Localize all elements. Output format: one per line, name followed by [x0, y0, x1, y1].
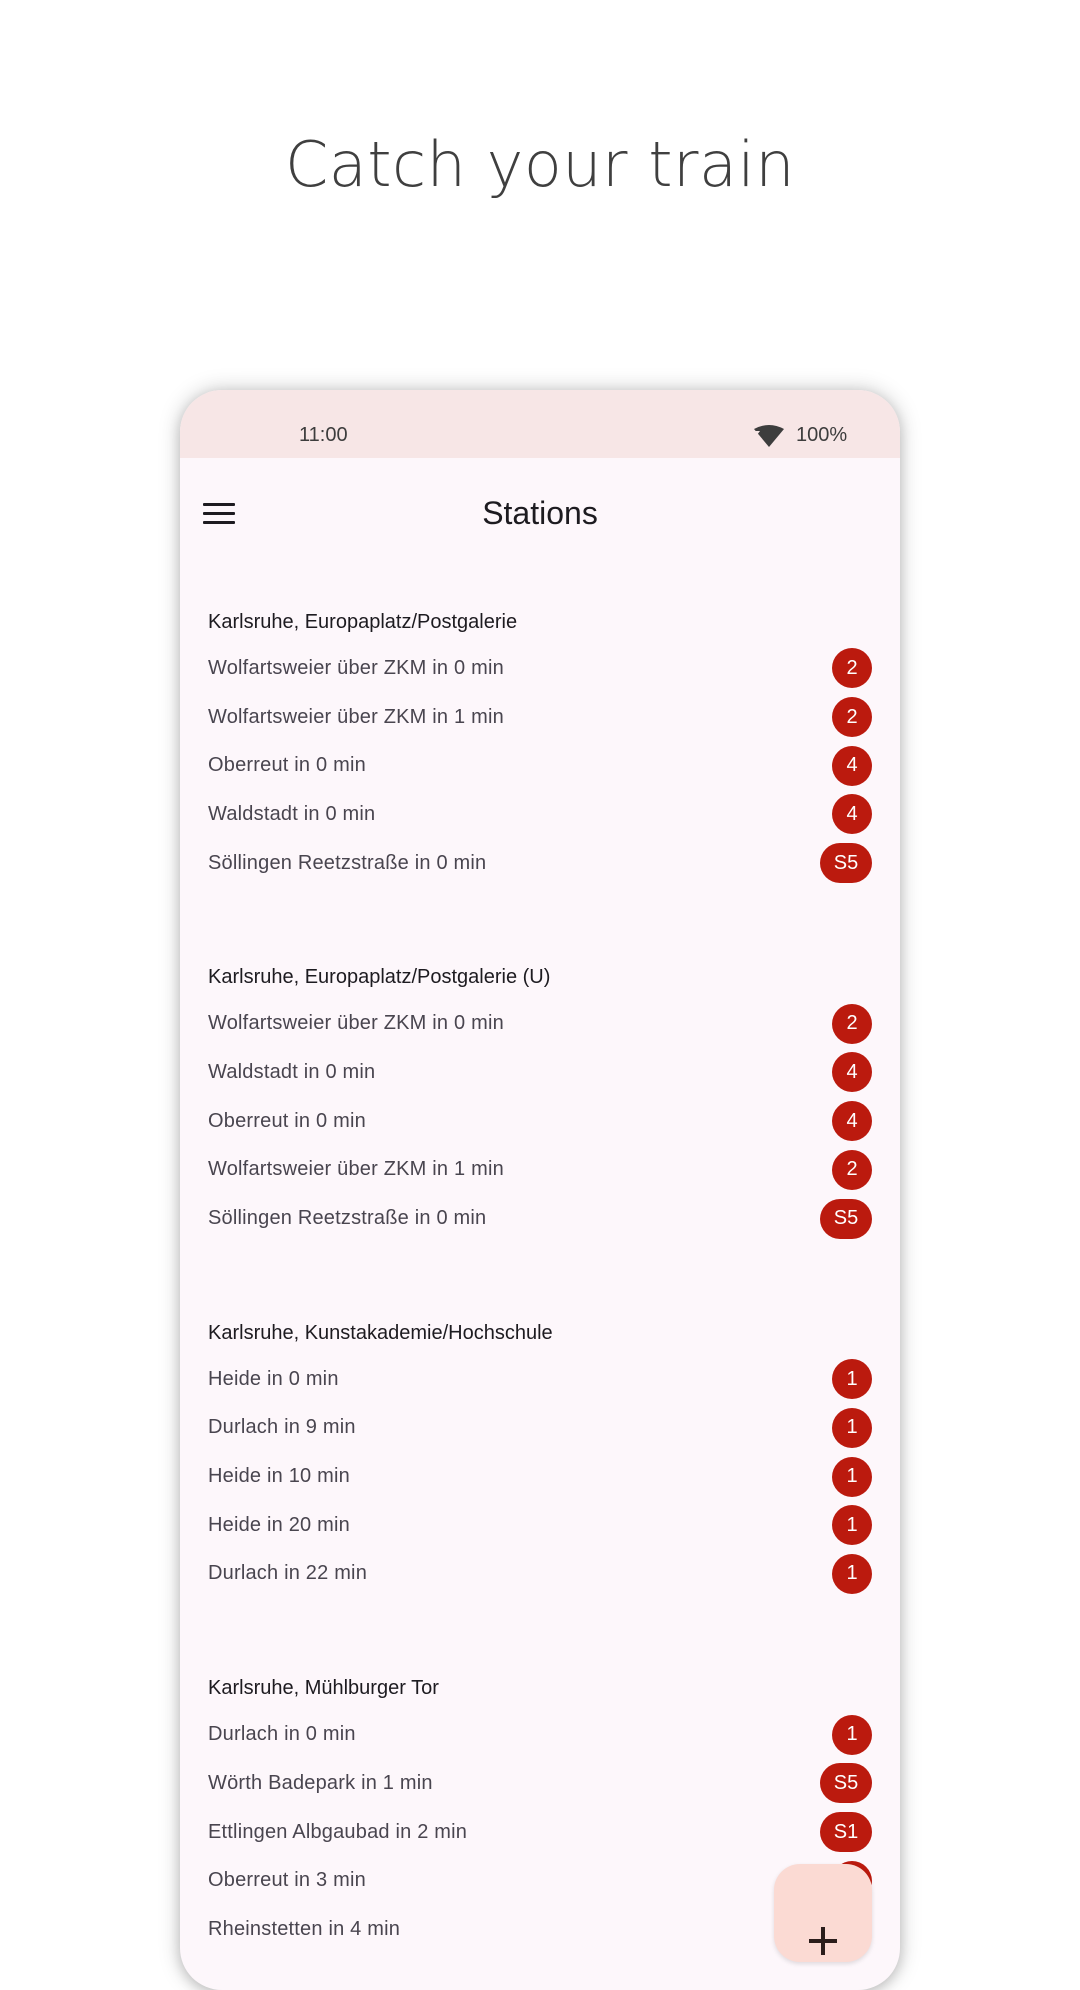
departure-row[interactable]	[208, 1404, 872, 1453]
line-badge: 1	[832, 1505, 872, 1545]
departure-text: Söllingen Reetzstraße in 0 min	[208, 851, 487, 874]
station-section	[208, 574, 872, 887]
line-badge: S5	[820, 843, 872, 883]
line-badge: 4	[832, 794, 872, 834]
departure-row[interactable]	[208, 790, 872, 839]
departure-row[interactable]	[208, 1550, 872, 1599]
line-badge: 1	[832, 1359, 872, 1399]
line-badge: 4	[832, 1101, 872, 1141]
wifi-icon	[754, 425, 784, 447]
line-badge: S5	[820, 1763, 872, 1803]
line-badge: S1	[820, 1812, 872, 1852]
battery-level: 100%	[796, 424, 848, 446]
departure-row[interactable]	[208, 1501, 872, 1550]
departure-text: Heide in 10 min	[208, 1465, 350, 1488]
marketing-headline: Catch your train	[284, 128, 796, 201]
line-badge: 4	[832, 746, 872, 786]
departure-text: Waldstadt in 0 min	[208, 802, 376, 825]
departure-text: Heide in 0 min	[208, 1367, 339, 1390]
line-badge: 1	[832, 1715, 872, 1755]
departure-text: Wolfartsweier über ZKM in 0 min	[208, 656, 504, 679]
add-station-button[interactable]	[774, 1864, 872, 1962]
departure-text: Oberreut in 0 min	[208, 754, 366, 777]
departure-row[interactable]	[208, 741, 872, 790]
departure-row[interactable]	[208, 1194, 872, 1243]
departure-row[interactable]	[208, 1097, 872, 1146]
departure-row[interactable]	[208, 1048, 872, 1097]
status-time: 11:00	[299, 424, 348, 446]
departure-text: Oberreut in 3 min	[208, 1869, 366, 1892]
top-app-bar	[180, 458, 900, 574]
station-section	[208, 1636, 872, 1953]
departure-row[interactable]	[208, 1759, 872, 1808]
station-title: Karlsruhe, Kunstakademie/Hochschule	[208, 1321, 553, 1344]
departure-row[interactable]	[208, 1710, 872, 1759]
departure-row[interactable]	[208, 644, 872, 693]
departure-text: Wörth Badepark in 1 min	[208, 1771, 433, 1794]
departure-text: Heide in 20 min	[208, 1513, 350, 1536]
departure-text: Durlach in 9 min	[208, 1416, 356, 1439]
station-title: Karlsruhe, Mühlburger Tor	[208, 1677, 439, 1700]
departure-text: Söllingen Reetzstraße in 0 min	[208, 1207, 487, 1230]
departure-row[interactable]	[208, 1452, 872, 1501]
plus-icon	[809, 1927, 837, 1955]
departure-row[interactable]	[208, 1856, 872, 1905]
line-badge: 4	[832, 1052, 872, 1092]
departure-text: Wolfartsweier über ZKM in 1 min	[208, 1158, 504, 1181]
departure-text: Waldstadt in 0 min	[208, 1060, 376, 1083]
departure-row[interactable]	[208, 1905, 872, 1954]
departure-row[interactable]	[208, 693, 872, 742]
departure-text: Rheinstetten in 4 min	[208, 1917, 401, 1940]
station-title: Karlsruhe, Europaplatz/Postgalerie (U)	[208, 966, 551, 989]
departure-text: Wolfartsweier über ZKM in 0 min	[208, 1012, 504, 1035]
departure-text: Ettlingen Albgaubad in 2 min	[208, 1820, 468, 1843]
line-badge: 1	[832, 1457, 872, 1497]
status-bar	[180, 390, 900, 458]
line-badge: 1	[832, 1554, 872, 1594]
page-title: Stations	[482, 495, 598, 531]
departure-row[interactable]	[208, 1808, 872, 1857]
departure-row[interactable]	[208, 999, 872, 1048]
departure-text: Wolfartsweier über ZKM in 1 min	[208, 705, 504, 728]
phone-frame	[180, 390, 900, 1990]
station-section	[208, 925, 872, 1242]
departure-row[interactable]	[208, 1146, 872, 1195]
line-badge: 2	[832, 1004, 872, 1044]
line-badge: 2	[832, 697, 872, 737]
stations-list	[180, 574, 900, 1954]
departure-text: Durlach in 0 min	[208, 1723, 356, 1746]
line-badge: 2	[832, 1150, 872, 1190]
departure-row[interactable]	[208, 839, 872, 888]
line-badge: 2	[832, 648, 872, 688]
line-badge: 1	[832, 1408, 872, 1448]
departure-row[interactable]	[208, 1355, 872, 1404]
departure-text: Oberreut in 0 min	[208, 1109, 366, 1132]
station-section	[208, 1281, 872, 1598]
line-badge: S5	[820, 1199, 872, 1239]
departure-text: Durlach in 22 min	[208, 1562, 368, 1585]
station-title: Karlsruhe, Europaplatz/Postgalerie	[208, 611, 518, 633]
